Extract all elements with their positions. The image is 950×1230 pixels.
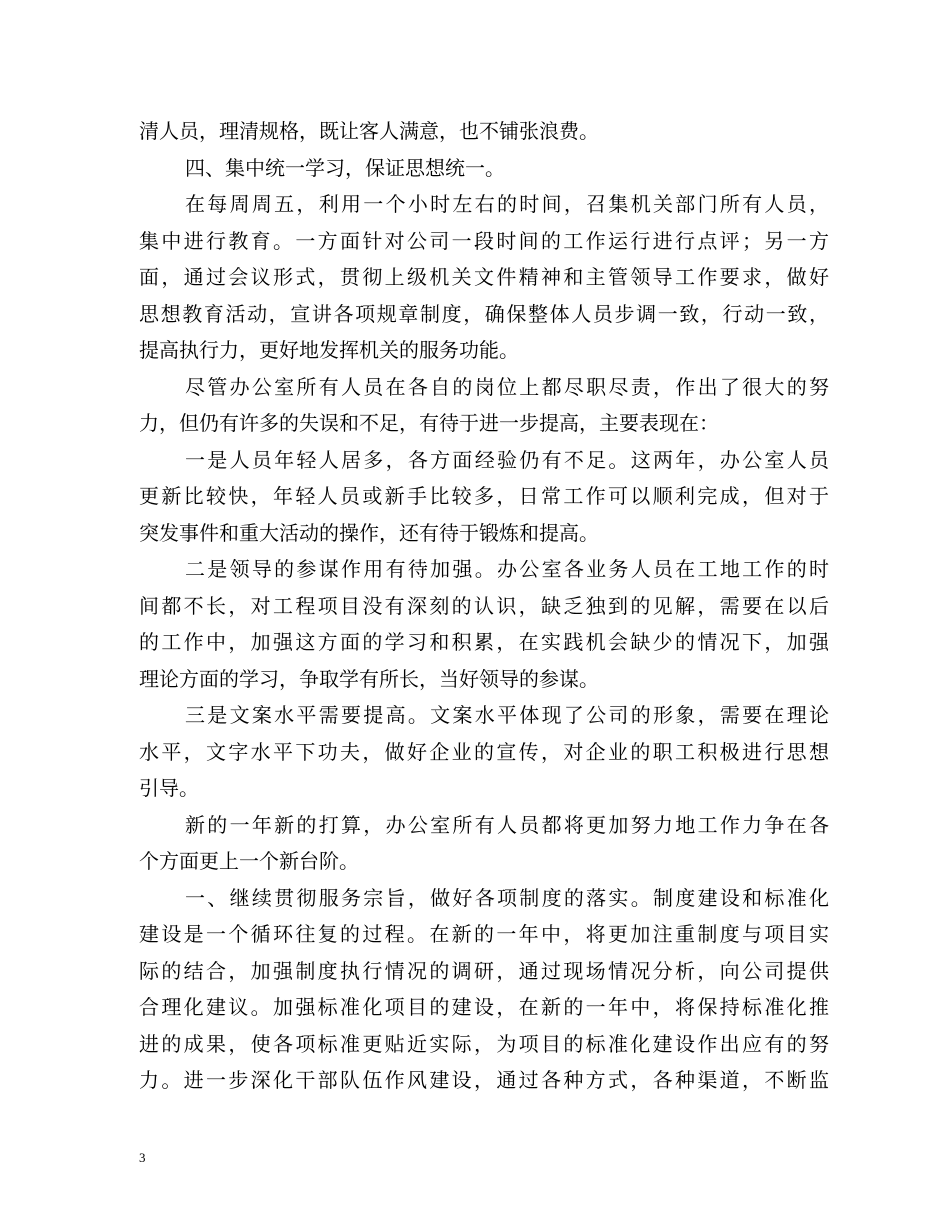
text-line: 水平，文字水平下功夫，做好企业的宣传，对企业的职工积极进行思想	[139, 739, 829, 764]
text-line: 突发事件和重大活动的操作，还有待于锻炼和提高。	[139, 520, 599, 545]
text-line: 力。进一步深化干部队伍作风建设，通过各种方式，各种渠道，不断监	[139, 1068, 829, 1092]
text-line: 建设是一个循环往复的过程。在新的一年中，将更加注重制度与项目实	[139, 922, 829, 946]
text-line: 更新比较快，年轻人员或新手比较多，日常工作可以顺利完成，但对于	[139, 484, 829, 508]
text-line: 的工作中，加强这方面的学习和积累，在实践机会缺少的情况下，加强	[139, 630, 829, 654]
text-line: 一、继续贯彻服务宗旨，做好各项制度的落实。制度建设和标准化	[185, 885, 829, 910]
text-line: 提高执行力，更好地发挥机关的服务功能。	[139, 338, 519, 362]
body-text	[139, 113, 829, 1099]
page-number: 3	[139, 1150, 146, 1165]
text-line: 理论方面的学习，争取学有所长，当好领导的参谋。	[139, 666, 599, 691]
text-line: 引导。	[139, 776, 199, 800]
text-line: 二是领导的参谋作用有待加强。办公室各业务人员在工地工作的时	[185, 557, 829, 581]
text-line: 面，通过会议形式，贯彻上级机关文件精神和主管领导工作要求，做好	[139, 265, 829, 289]
text-line: 一是人员年轻人居多，各方面经验仍有不足。这两年，办公室人员	[185, 447, 829, 472]
text-line: 合理化建议。加强标准化项目的建设，在新的一年中，将保持标准化推	[139, 995, 829, 1019]
text-line: 间都不长，对工程项目没有深刻的认识，缺乏独到的见解，需要在以后	[139, 593, 829, 618]
section-heading: 四、集中统一学习，保证思想统一。	[185, 155, 505, 180]
text-line: 集中进行教育。一方面针对公司一段时间的工作运行进行点评；另一方	[139, 228, 829, 253]
text-line: 尽管办公室所有人员在各自的岗位上都尽职尽责，作出了很大的努	[185, 374, 829, 399]
text-line: 力，但仍有许多的失误和不足，有待于进一步提高，主要表现在：	[139, 411, 719, 435]
text-line: 在每周周五，利用一个小时左右的时间，召集机关部门所有人员，	[185, 192, 829, 216]
text-line: 新的一年新的打算，办公室所有人员都将更加努力地工作力争在各	[185, 812, 829, 837]
text-line: 三是文案水平需要提高。文案水平体现了公司的形象，需要在理论	[185, 703, 829, 727]
text-line: 清人员，理清规格，既让客人满意，也不铺张浪费。	[139, 119, 599, 143]
text-line: 思想教育活动，宣讲各项规章制度，确保整体人员步调一致，行动一致，	[139, 301, 829, 326]
text-line: 进的成果，使各项标准更贴近实际，为项目的标准化建设作出应有的努	[139, 1031, 829, 1056]
text-line: 个方面更上一个新台阶。	[139, 849, 359, 873]
text-line: 际的结合，加强制度执行情况的调研，通过现场情况分析，向公司提供	[139, 958, 829, 983]
